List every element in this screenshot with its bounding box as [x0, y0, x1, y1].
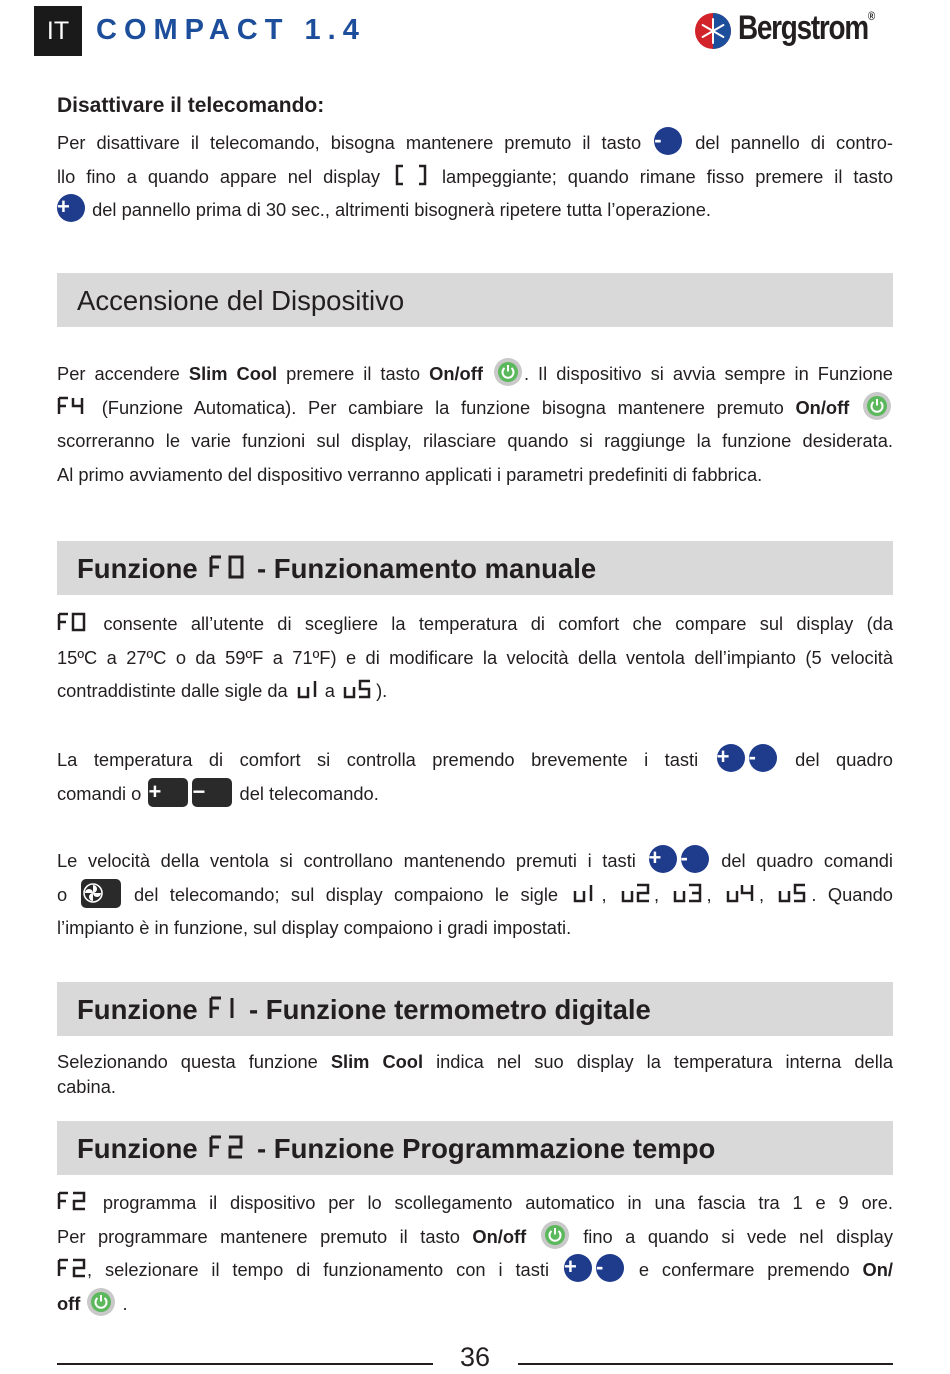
f0-paragraph-1 [57, 607, 893, 708]
text: llo fino a quando appare nel display [57, 165, 381, 187]
product-name: Slim Cool [188, 363, 278, 384]
brand-name [738, 9, 874, 48]
lcd-f1-icon [208, 995, 238, 1021]
text: - Funzionamento manuale [249, 553, 597, 584]
text: ). [376, 680, 388, 701]
power-on-heading-band [57, 273, 893, 327]
text: Funzione [77, 1133, 198, 1164]
power-line-3: scorreranno le varie funzioni sul display, rilasciare quando si raggiunge la funzione desiderata. [57, 430, 893, 451]
text: del pannello prima di 30 sec., altrimenti bisognerà ripetere tutta l’operazione. [92, 199, 711, 220]
snowflake-logo-icon [694, 12, 732, 50]
text: premere il tasto [277, 363, 430, 384]
remote-line-3 [57, 193, 893, 227]
text: Per accendere [57, 363, 189, 384]
text: (Funzione Automatica). Per cambiare la funzione bisogna mantenere premuto [101, 396, 796, 418]
f1-heading-band [57, 982, 893, 1036]
f2-line-2 [57, 1220, 893, 1254]
footer-rule-right [518, 1363, 893, 1365]
text: o [57, 883, 68, 905]
lcd-u3-icon [673, 883, 703, 903]
text: . [122, 1292, 128, 1314]
f0-line-2: 15ºC a 27ºC o da 59ºF a 71ºF) e di modificare la velocità della ventola dell’impianto (5 velocità [57, 646, 893, 668]
model-title: COMPACT 1.4 [96, 14, 366, 46]
remote-fan-button-icon [81, 879, 121, 908]
text: fino a quando si vede nel display [583, 1225, 893, 1247]
text: programma il dispositivo per lo scollegamento automatico in una fascia tra 1 e 9 ore. [102, 1192, 893, 1213]
lcd-u4-icon [726, 883, 756, 903]
power-on-title: Accensione del Dispositivo [77, 285, 405, 316]
text: - Funzione Programmazione tempo [249, 1133, 716, 1164]
f2-line-1 [57, 1186, 893, 1220]
text: Funzione [77, 994, 198, 1025]
minus-button-icon: - [596, 1254, 624, 1282]
f0-paragraph-3 [57, 844, 893, 945]
power-line-2 [57, 391, 893, 425]
plus-button-icon: + [649, 845, 677, 873]
text: del quadro comandi [721, 850, 893, 871]
f2-line-4 [57, 1287, 893, 1321]
language-badge: IT [34, 6, 82, 56]
text: del quadro [795, 749, 893, 770]
plus-button-icon: + [57, 194, 85, 222]
f2-paragraph [57, 1186, 893, 1320]
lcd-f2-icon [57, 1191, 87, 1211]
f1-paragraph [57, 1049, 893, 1099]
text: Per disattivare il telecomando, bisogna mantenere premuto il tasto [57, 132, 642, 153]
f2-heading-band [57, 1121, 893, 1175]
power-line-1 [57, 357, 893, 391]
f0-p3-line-3: l’impianto è in funzione, sul display compaiono i gradi impostati. [57, 917, 572, 938]
remote-minus-button-icon: − [192, 778, 232, 807]
f0-paragraph-2 [57, 743, 893, 810]
text: Funzione [77, 553, 198, 584]
text: e confermare premendo [638, 1259, 863, 1280]
product-name: Slim Cool [330, 1051, 424, 1072]
lcd-u2-icon [621, 883, 651, 903]
onoff-label: On/off [472, 1225, 527, 1247]
text: contraddistinte dalle sigle da [57, 680, 288, 701]
text: . Il dispositivo si avvia sempre in Funzione [523, 363, 893, 384]
text: indica nel suo display la temperatura interna della [423, 1051, 893, 1072]
text: comandi o [57, 782, 142, 804]
minus-button-icon: - [681, 845, 709, 873]
f0-line-1 [57, 607, 893, 641]
brand-logo [694, 8, 894, 56]
text: del pannello di contro- [695, 132, 893, 153]
remote-plus-button-icon: + [148, 778, 188, 807]
lcd-u1-icon [572, 883, 598, 903]
remote-line-2 [57, 160, 893, 194]
f1-title [77, 994, 651, 1026]
lcd-blank-icon [394, 164, 428, 186]
remote-line-1 [57, 126, 893, 160]
lcd-u1-icon [296, 679, 322, 699]
lcd-f0-icon [208, 554, 246, 580]
power-button-icon [863, 392, 891, 420]
text: consente all’utente di scegliere la temperatura di comfort che compare sul display (da [103, 613, 893, 634]
text: . Quando [811, 883, 893, 905]
f0-title [77, 553, 596, 585]
f0-heading-band [57, 541, 893, 595]
plus-button-icon: + [717, 744, 745, 772]
lcd-f2-icon [57, 1258, 87, 1278]
f1-line-1 [57, 1049, 893, 1074]
f0-p3-line-1 [57, 844, 893, 878]
onoff-label: On/ [862, 1259, 894, 1280]
f0-p3-line-2: o del telecomando; sul display compaiono le sigle , , , , . Quando [57, 878, 893, 912]
text: Per programmare mantenere premuto il tasto [57, 1225, 473, 1247]
text: del telecomando. [239, 782, 379, 804]
f0-line-3 [57, 674, 893, 708]
text: La temperatura di comfort si controlla premendo brevemente i tasti [57, 749, 699, 770]
lcd-f2-icon [208, 1134, 246, 1160]
text: Le velocità della ventola si controllano mantenendo premuti i tasti [57, 850, 636, 871]
brand-reg: ® [867, 9, 874, 23]
power-line-4: Al primo avviamento del dispositivo verranno applicati i parametri predefiniti di fabbrica. [57, 463, 763, 485]
brand-text: Bergstrom [738, 9, 868, 47]
f2-line-3 [57, 1253, 893, 1287]
lcd-f0-icon [57, 612, 87, 632]
remote-paragraph [57, 126, 893, 227]
power-button-icon [541, 1221, 569, 1249]
lcd-u5-icon [778, 883, 808, 903]
remote-section-title: Disattivare il telecomando: [57, 94, 325, 117]
footer-rule-left [57, 1363, 433, 1365]
onoff-label: off [57, 1292, 81, 1314]
power-on-paragraph [57, 357, 893, 491]
onoff-label: On/off [429, 363, 483, 384]
minus-button-icon: - [749, 744, 777, 772]
f2-title [77, 1133, 715, 1165]
lcd-fa-icon [57, 396, 87, 416]
f0-p2-line-1 [57, 743, 893, 777]
text: lampeggiante; quando rimane fisso premere il tasto [441, 165, 893, 187]
text: - Funzione termometro digitale [241, 994, 651, 1025]
onoff-label: On/off [795, 396, 850, 418]
power-button-icon [87, 1288, 115, 1316]
f1-line-2: cabina. [57, 1076, 116, 1097]
page-number: 36 [459, 1342, 491, 1372]
f0-p2-line-2 [57, 777, 893, 811]
text: a [324, 680, 335, 701]
minus-button-icon: - [654, 127, 682, 155]
text: del telecomando; sul display compaiono le sigle [133, 883, 559, 905]
text: Selezionando questa funzione [57, 1051, 331, 1072]
lcd-u5-icon [343, 679, 373, 699]
power-button-icon [494, 358, 522, 386]
text: , selezionare il tempo di funzionamento con i tasti [87, 1259, 550, 1280]
plus-button-icon: + [564, 1254, 592, 1282]
